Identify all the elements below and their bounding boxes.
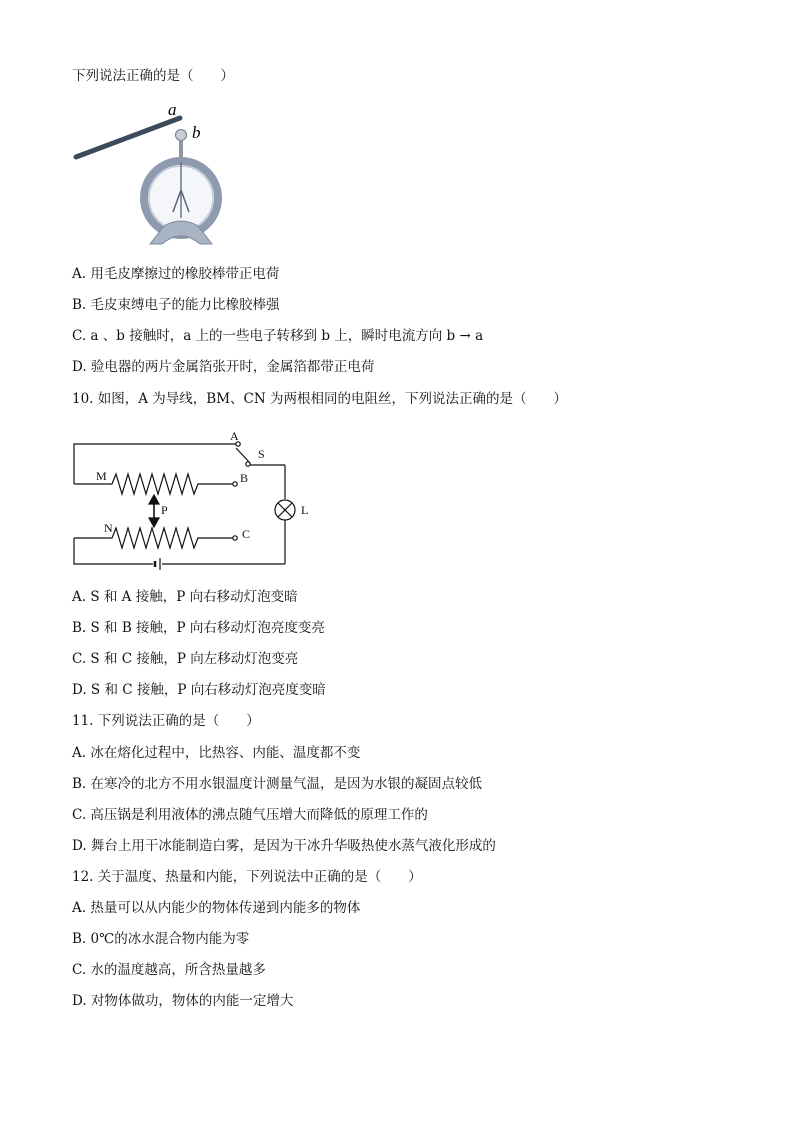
label-S: S <box>258 447 265 461</box>
label-C: C <box>242 527 251 541</box>
q10-option-a: A. S 和 A 接触，P 向右移动灯泡变暗 <box>72 589 298 605</box>
q11-option-b: B. 在寒冷的北方不用水银温度计测量气温，是因为水银的凝固点较低 <box>72 776 483 792</box>
q12-stem: 12. 关于温度、热量和内能，下列说法中正确的是（ ） <box>72 869 422 885</box>
q12-option-b: B. 0℃的冰水混合物内能为零 <box>72 931 250 947</box>
q11-stem: 11. 下列说法正确的是（ ） <box>72 713 260 729</box>
resistor-n <box>74 528 233 548</box>
q11-option-d: D. 舞台上用干冰能制造白雾，是因为干冰升华吸热使水蒸气液化形成的 <box>72 838 496 854</box>
q11-option-c: C. 高压锅是利用液体的沸点随气压增大而降低的原理工作的 <box>72 807 428 823</box>
q12-option-d: D. 对物体做功，物体的内能一定增大 <box>72 993 294 1009</box>
label-A: A <box>230 429 239 443</box>
q9-option-d: D. 验电器的两片金属箔张开时，金属箔都带正电荷 <box>72 359 375 375</box>
label-M: M <box>96 469 107 483</box>
q12-option-a: A. 热量可以从内能少的物体传递到内能多的物体 <box>72 900 361 916</box>
q9-option-c: C. a 、b 接触时，a 上的一些电子转移到 b 上，瞬时电流方向 b → a <box>72 328 484 344</box>
label-N: N <box>104 521 113 535</box>
q10-option-c: C. S 和 C 接触，P 向左移动灯泡变亮 <box>72 651 299 667</box>
label-L: L <box>301 503 309 517</box>
q12-option-c: C. 水的温度越高，所含热量越多 <box>72 962 266 978</box>
q9-stem: 下列说法正确的是（ ） <box>72 68 234 84</box>
label-P: P <box>161 503 168 517</box>
electroscope-figure <box>72 98 222 248</box>
label-a: a <box>168 100 177 119</box>
label-B: B <box>240 471 249 485</box>
label-b: b <box>192 123 201 142</box>
q11-option-a: A. 冰在熔化过程中，比热容、内能、温度都不变 <box>72 745 361 761</box>
rubber-rod <box>76 118 180 157</box>
q9-option-a: A. 用毛皮摩擦过的橡胶棒带正电荷 <box>72 266 280 282</box>
q10-option-d: D. S 和 C 接触，P 向右移动灯泡亮度变暗 <box>72 682 326 698</box>
metal-ball <box>176 130 187 141</box>
q10-option-b: B. S 和 B 接触，P 向右移动灯泡亮度变亮 <box>72 620 325 636</box>
switch-s <box>236 448 250 463</box>
q9-option-b: B. 毛皮束缚电子的能力比橡胶棒强 <box>72 297 280 313</box>
q10-stem: 10. 如图，A 为导线，BM、CN 为两根相同的电阻丝，下列说法正确的是（ ） <box>72 391 567 407</box>
circuit-figure <box>70 428 320 578</box>
